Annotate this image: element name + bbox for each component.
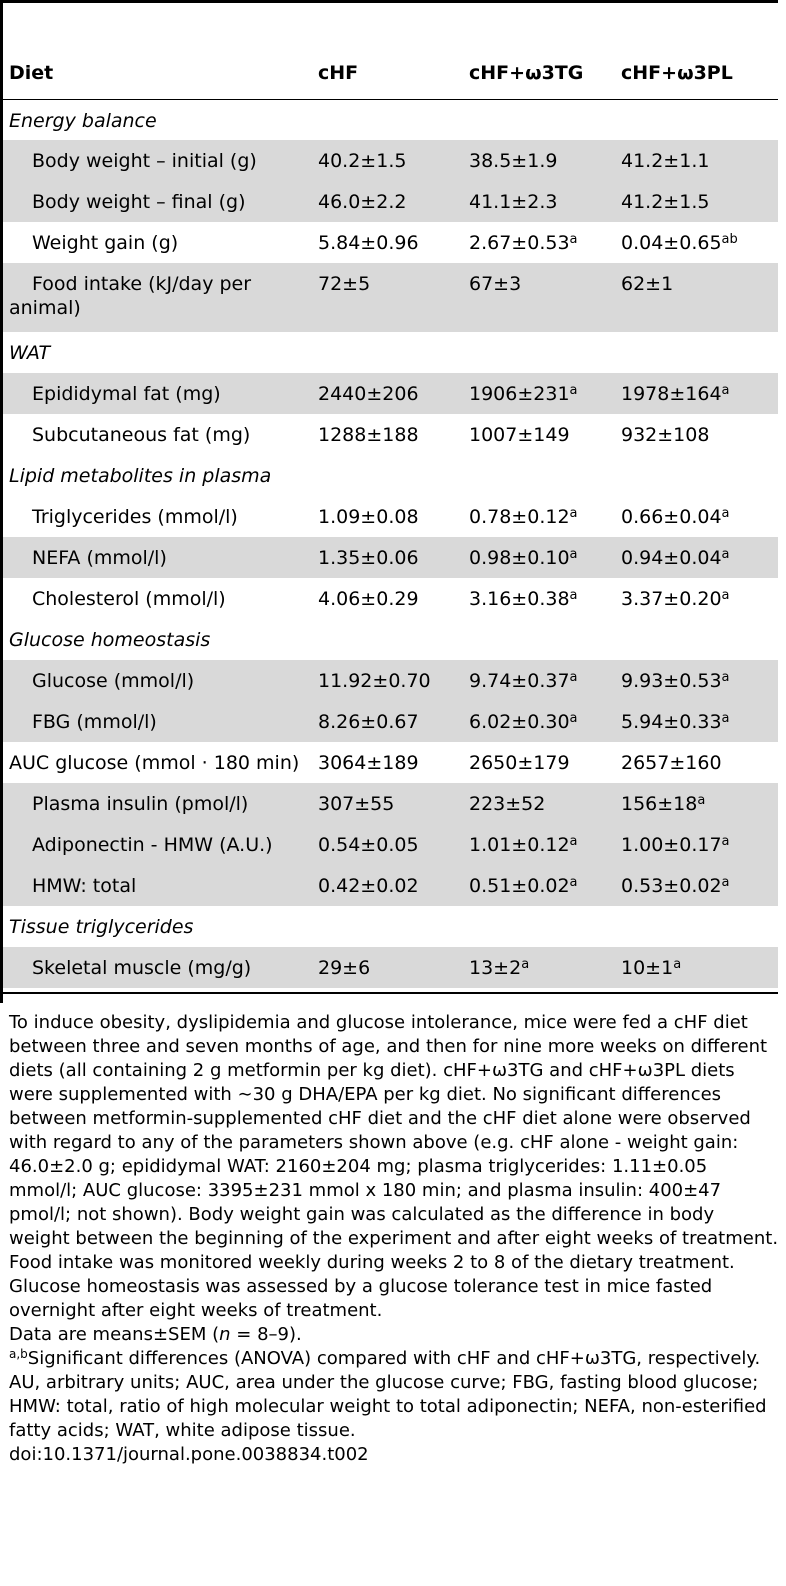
row-value xyxy=(463,783,620,824)
table-row xyxy=(3,222,778,263)
footnote-significance xyxy=(9,1347,779,1443)
row-value xyxy=(309,865,463,906)
table-body xyxy=(3,45,778,988)
value-text: 41.2±1.1 xyxy=(621,150,710,172)
row-value xyxy=(309,660,463,701)
row-label: Subcutaneous fat (mg) xyxy=(32,424,251,446)
row-value xyxy=(620,263,778,332)
significance-superscript: a xyxy=(569,383,578,398)
table-footnotes xyxy=(9,1011,779,1467)
value-text: 1288±188 xyxy=(318,424,419,446)
row-value xyxy=(309,824,463,865)
data-note-prefix: Data are means±SEM ( xyxy=(9,1324,220,1345)
header-chf: cHF xyxy=(309,45,463,99)
table-row xyxy=(3,537,778,578)
table-row xyxy=(3,947,778,988)
significance-superscript: a xyxy=(569,547,578,562)
row-value xyxy=(620,824,778,865)
value-text: 3.37±0.20 xyxy=(621,588,722,610)
section-row xyxy=(3,619,778,660)
value-text: 2.67±0.53 xyxy=(469,232,570,254)
value-text: 5.84±0.96 xyxy=(318,232,419,254)
row-label: NEFA (mmol/l) xyxy=(3,537,309,578)
table-row xyxy=(3,496,778,537)
value-text: 4.06±0.29 xyxy=(318,588,419,610)
significance-superscript: a xyxy=(721,711,730,726)
row-label: Skeletal muscle (mg/g) xyxy=(3,947,309,988)
value-text: 2657±160 xyxy=(621,752,722,774)
section-label: Tissue triglycerides xyxy=(9,916,194,938)
data-note-suffix: = 8–9). xyxy=(230,1324,302,1345)
significance-superscript: ab xyxy=(721,232,738,247)
table-row xyxy=(3,373,778,414)
section-row xyxy=(3,332,778,373)
value-text: 0.94±0.04 xyxy=(621,547,722,569)
row-value xyxy=(463,140,620,181)
value-text: 3064±189 xyxy=(318,752,419,774)
value-text: 29±6 xyxy=(318,957,371,979)
row-value xyxy=(463,181,620,222)
value-text: 307±55 xyxy=(318,793,395,815)
footnote-description: To induce obesity, dyslipidemia and glucose intolerance, mice were fed a cHF diet between three and seven months of age, and then for nine more weeks on different diets (all containing 2 g metformin per kg diet). cHF+ω3TG and cHF+ω3PL diets were supplemented with ∼30 g DHA/EPA per kg diet. No significant differences between metformin-supplemented cHF diet and the cHF diet alone were observed with regard to any of the parameters shown above (e.g. cHF alone - weight gain: 46.0±2.0 g; epididymal WAT: 2160±204 mg; plasma triglycerides: 1.11±0.05 mmol/l; AUC glucose: 3395±231 mmol x 180 min; and plasma insulin: 400±47 pmol/l; not shown). Body weight gain was calculated as the difference in body weight between the beginning of the experiment and after eight weeks of treatment. Food intake was monitored weekly during weeks 2 to 8 of the dietary treatment. Glucose homeostasis was assessed by a glucose tolerance test in mice fasted overnight after eight weeks of treatment. xyxy=(9,1012,779,1321)
significance-superscript: a xyxy=(721,547,730,562)
significance-superscript: a xyxy=(569,711,578,726)
section-row xyxy=(3,99,778,140)
row-value xyxy=(620,414,778,455)
row-label: Glucose (mmol/l) xyxy=(3,660,309,701)
significance-superscript: a xyxy=(569,588,578,603)
significance-superscript: a xyxy=(721,834,730,849)
header-chf-w3tg: cHF+ω3TG xyxy=(463,45,620,99)
value-text: 1978±164 xyxy=(621,383,722,405)
row-value xyxy=(309,222,463,263)
row-value xyxy=(620,742,778,783)
value-text: 67±3 xyxy=(469,273,522,295)
row-label: Plasma insulin (pmol/l) xyxy=(3,783,309,824)
row-label: Triglycerides (mmol/l) xyxy=(32,506,238,528)
value-text: 0.98±0.10 xyxy=(469,547,570,569)
value-text: 9.93±0.53 xyxy=(621,670,722,692)
row-value xyxy=(463,414,620,455)
value-text: 156±18 xyxy=(621,793,698,815)
row-value xyxy=(309,181,463,222)
row-value xyxy=(463,578,620,619)
value-text: 38.5±1.9 xyxy=(469,150,558,172)
significance-marker: a,b xyxy=(9,1347,28,1361)
table-row xyxy=(3,263,778,332)
row-value xyxy=(463,373,620,414)
row-value xyxy=(463,742,620,783)
significance-superscript: a xyxy=(569,506,578,521)
table-row xyxy=(3,701,778,742)
value-text: 6.02±0.30 xyxy=(469,711,570,733)
value-text: 1906±231 xyxy=(469,383,570,405)
significance-superscript: a xyxy=(569,232,578,247)
value-text: 223±52 xyxy=(469,793,546,815)
row-value xyxy=(309,578,463,619)
table-row xyxy=(3,660,778,701)
table-row xyxy=(3,414,778,455)
significance-superscript: a xyxy=(721,875,730,890)
row-value xyxy=(463,865,620,906)
row-label: Epididymal fat (mg) xyxy=(3,373,309,414)
row-value xyxy=(620,701,778,742)
table-row xyxy=(3,824,778,865)
row-value xyxy=(309,783,463,824)
table-row xyxy=(3,865,778,906)
bottom-rule xyxy=(0,992,778,994)
value-text: 40.2±1.5 xyxy=(318,150,407,172)
value-text: 2650±179 xyxy=(469,752,570,774)
row-value xyxy=(620,222,778,263)
row-value xyxy=(620,783,778,824)
section-label: Glucose homeostasis xyxy=(9,629,211,651)
table-row xyxy=(3,140,778,181)
row-value xyxy=(463,222,620,263)
row-value xyxy=(309,947,463,988)
row-value xyxy=(620,865,778,906)
table-row xyxy=(3,181,778,222)
row-value xyxy=(620,181,778,222)
top-rule xyxy=(0,0,778,3)
footnote-doi: doi:10.1371/journal.pone.0038834.t002 xyxy=(9,1444,369,1465)
value-text: 3.16±0.38 xyxy=(469,588,570,610)
data-note-n: n xyxy=(219,1324,231,1345)
row-label: Cholesterol (mmol/l) xyxy=(32,588,226,610)
row-label: Body weight – final (g) xyxy=(3,181,309,222)
data-table xyxy=(3,45,778,988)
row-label: FBG (mmol/l) xyxy=(3,701,309,742)
row-value xyxy=(620,578,778,619)
row-value xyxy=(309,701,463,742)
value-text: 62±1 xyxy=(621,273,674,295)
row-value xyxy=(309,414,463,455)
value-text: 1.35±0.06 xyxy=(318,547,419,569)
row-value xyxy=(463,263,620,332)
significance-superscript: a xyxy=(721,506,730,521)
row-value xyxy=(620,660,778,701)
row-label: HMW: total xyxy=(3,865,309,906)
row-value xyxy=(463,947,620,988)
row-value xyxy=(620,496,778,537)
row-value xyxy=(463,701,620,742)
significance-superscript: a xyxy=(673,957,682,972)
value-text: 1007±149 xyxy=(469,424,570,446)
row-label: Weight gain (g) xyxy=(32,232,179,254)
row-value xyxy=(620,537,778,578)
row-value xyxy=(463,537,620,578)
row-value xyxy=(309,263,463,332)
value-text: 0.66±0.04 xyxy=(621,506,722,528)
section-label: WAT xyxy=(9,342,51,364)
row-value xyxy=(620,140,778,181)
row-label: Body weight – initial (g) xyxy=(3,140,309,181)
significance-superscript: a xyxy=(721,588,730,603)
value-text: 8.26±0.67 xyxy=(318,711,419,733)
value-text: 2440±206 xyxy=(318,383,419,405)
value-text: 0.78±0.12 xyxy=(469,506,570,528)
value-text: 932±108 xyxy=(621,424,710,446)
value-text: 0.42±0.02 xyxy=(318,875,419,897)
row-label: Food intake (kJ/day per animal) xyxy=(3,263,309,332)
section-label: Lipid metabolites in plasma xyxy=(9,465,272,487)
table-row xyxy=(3,742,778,783)
significance-text: Significant differences (ANOVA) compared with cHF and cHF+ω3TG, respectively. AU, arbitrary units; AUC, area under the glucose curve; FBG, fasting blood glucose; HMW: total, ratio of high molecular weight to total adiponectin; NEFA, non-esterified fatty acids; WAT, white adipose tissue. xyxy=(9,1348,767,1441)
significance-superscript: a xyxy=(569,834,578,849)
value-text: 41.1±2.3 xyxy=(469,191,558,213)
value-text: 0.51±0.02 xyxy=(469,875,570,897)
value-text: 1.09±0.08 xyxy=(318,506,419,528)
row-value xyxy=(463,824,620,865)
significance-superscript: a xyxy=(569,670,578,685)
value-text: 72±5 xyxy=(318,273,371,295)
value-text: 1.00±0.17 xyxy=(621,834,722,856)
value-text: 0.04±0.65 xyxy=(621,232,722,254)
section-label: Energy balance xyxy=(9,109,157,132)
value-text: 5.94±0.33 xyxy=(621,711,722,733)
significance-superscript: a xyxy=(721,383,730,398)
value-text: 10±1 xyxy=(621,957,674,979)
row-value xyxy=(309,537,463,578)
section-row xyxy=(3,455,778,496)
significance-superscript: a xyxy=(521,957,530,972)
row-label: Adiponectin - HMW (A.U.) xyxy=(3,824,309,865)
section-row xyxy=(3,906,778,947)
value-text: 0.54±0.05 xyxy=(318,834,419,856)
row-value xyxy=(309,496,463,537)
row-value xyxy=(620,947,778,988)
row-value xyxy=(463,660,620,701)
value-text: 46.0±2.2 xyxy=(318,191,407,213)
footnote-data-note xyxy=(9,1323,779,1347)
header-diet: Diet xyxy=(3,45,309,99)
row-label: AUC glucose (mmol · 180 min) xyxy=(9,752,300,774)
value-text: 1.01±0.12 xyxy=(469,834,570,856)
row-value xyxy=(309,742,463,783)
table-row xyxy=(3,783,778,824)
value-text: 13±2 xyxy=(469,957,522,979)
header-chf-w3pl: cHF+ω3PL xyxy=(620,45,778,99)
value-text: 41.2±1.5 xyxy=(621,191,710,213)
significance-superscript: a xyxy=(697,793,706,808)
row-value xyxy=(309,373,463,414)
significance-superscript: a xyxy=(721,670,730,685)
value-text: 9.74±0.37 xyxy=(469,670,570,692)
value-text: 11.92±0.70 xyxy=(318,670,431,692)
row-value xyxy=(620,373,778,414)
value-text: 0.53±0.02 xyxy=(621,875,722,897)
table-header-row xyxy=(3,45,778,99)
significance-superscript: a xyxy=(569,875,578,890)
table-row xyxy=(3,578,778,619)
row-value xyxy=(309,140,463,181)
row-value xyxy=(463,496,620,537)
